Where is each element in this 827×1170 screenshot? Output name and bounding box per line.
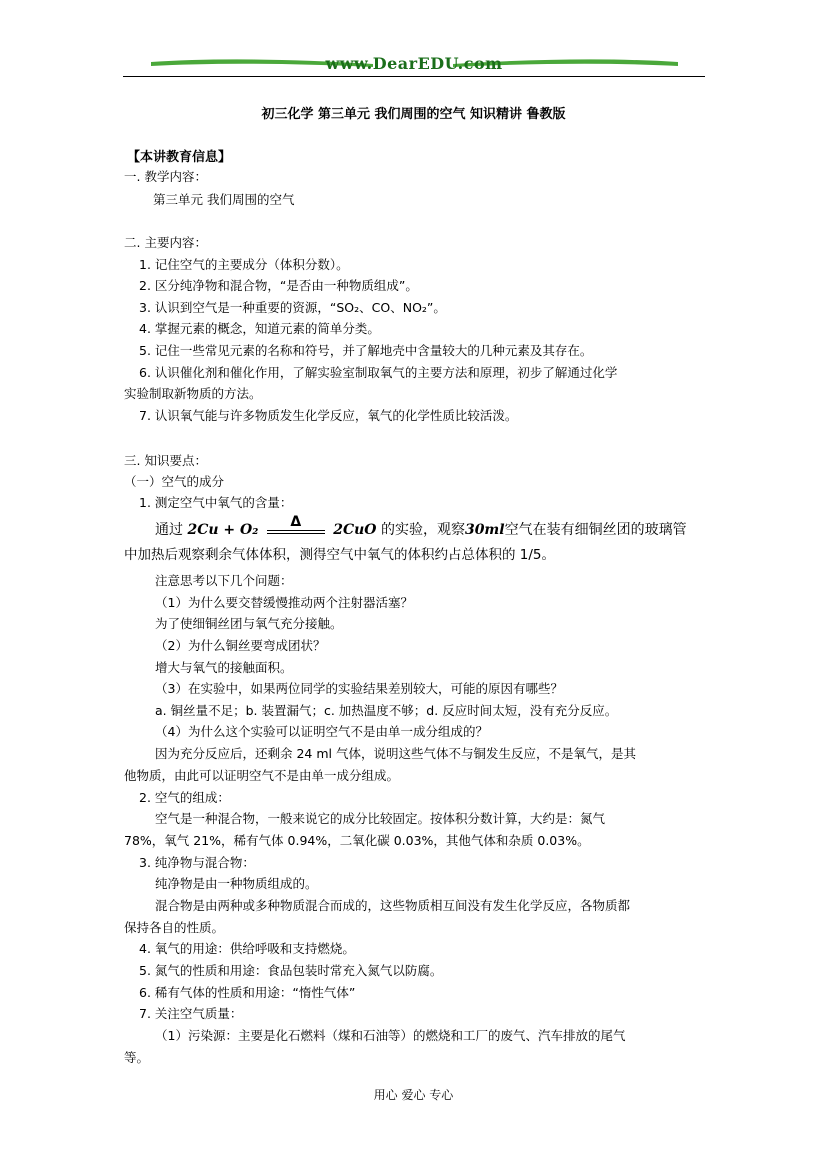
s1-heading: 一. 教学内容： xyxy=(124,169,207,184)
s3-p3-title: 3. 纯净物与混合物： xyxy=(139,855,255,870)
s3-p2-title: 2. 空气的组成： xyxy=(139,790,230,805)
eq-post: 空气在装有细铜丝团的玻璃管 xyxy=(504,522,687,538)
s3-p6: 6. 稀有气体的性质和用途：“惰性气体” xyxy=(139,985,356,1000)
site-banner xyxy=(123,52,705,78)
s3-p2-2: 78%，氧气 21%，稀有气体 0.94%，二氧化碳 0.03%，其他气体和杂质 0.03%。 xyxy=(124,833,590,848)
equation-line xyxy=(155,515,687,545)
s3-p1-line2: 中加热后观察剩余气体体积，测得空气中氧气的体积约占总体积的 1/5。 xyxy=(124,547,556,563)
s3-a1: 为了使细铜丝团与氧气充分接触。 xyxy=(155,616,343,631)
s2-item-2: 2. 区分纯净物和混合物，“是否由一种物质组成”。 xyxy=(139,278,418,293)
s2-item-6-cont: 实验制取新物质的方法。 xyxy=(124,386,262,401)
s2-item-3: 3. 认识到空气是一种重要的资源，“SO₂、CO、NO₂”。 xyxy=(139,300,446,315)
s2-heading: 二. 主要内容： xyxy=(124,235,207,250)
s3-p7-2: 等。 xyxy=(124,1050,150,1065)
s3-a4-1: 因为充分反应后，还剩余 24 ml 气体，说明这些气体不与铜发生反应，不是氧气，是其 xyxy=(155,746,636,761)
s2-item-1: 1. 记住空气的主要成分（体积分数）。 xyxy=(139,257,349,272)
eq-volume: 30ml xyxy=(464,522,505,538)
s3-p2-1: 空气是一种混合物，一般来说它的成分比较固定。按体积分数计算，大约是：氮气 xyxy=(155,811,606,826)
s2-item-6: 6. 认识催化剂和催化作用，了解实验室制取氧气的主要方法和原理，初步了解通过化学 xyxy=(139,365,618,380)
s3-p3-2: 混合物是由两种或多种物质混合而成的，这些物质相互间没有发生化学反应，各物质都 xyxy=(155,898,631,913)
s3-p4: 4. 氧气的用途：供给呼吸和支持燃烧。 xyxy=(139,941,355,956)
s3-p3-3: 保持各自的性质。 xyxy=(124,920,225,935)
s3-note: 注意思考以下几个问题： xyxy=(155,573,293,588)
page-title: 初三化学 第三单元 我们周围的空气 知识精讲 鲁教版 xyxy=(261,107,566,122)
s3-q3: （3）在实验中，如果两位同学的实验结果差别较大，可能的原因有哪些？ xyxy=(155,681,563,696)
info-heading: 【本讲教育信息】 xyxy=(127,150,232,165)
s3-p7-1: （1）污染源：主要是化石燃料（煤和石油等）的燃烧和工厂的废气、汽车排放的尾气 xyxy=(155,1028,626,1043)
s3-p5: 5. 氮气的性质和用途：食品包装时常充入氮气以防腐。 xyxy=(139,963,443,978)
eq-pre: 通过 xyxy=(155,522,183,538)
s2-item-5: 5. 记住一些常见元素的名称和符号，并了解地壳中含量较大的几种元素及其存在。 xyxy=(139,343,593,358)
header-rule xyxy=(123,76,705,77)
s3-q2: （2）为什么铜丝要弯成团状？ xyxy=(155,638,326,653)
eq-right: 2CuO xyxy=(333,522,377,538)
s3-q4: （4）为什么这个实验可以证明空气不是由单一成分组成的？ xyxy=(155,724,488,739)
s3-a2: 增大与氧气的接触面积。 xyxy=(155,660,293,675)
s3-p3-1: 纯净物是由一种物质组成的。 xyxy=(155,876,318,891)
s2-item-4: 4. 掌握元素的概念，知道元素的简单分类。 xyxy=(139,321,380,336)
s3-a3: a. 铜丝量不足；b. 装置漏气；c. 加热温度不够；d. 反应时间太短，没有充分反应。 xyxy=(155,703,618,718)
s3-q1: （1）为什么要交替缓慢推动两个注射器活塞？ xyxy=(155,595,413,610)
s3-a4-2: 他物质，由此可以证明空气不是由单一成分组成。 xyxy=(124,768,400,783)
s3-heading: 三. 知识要点： xyxy=(124,453,207,468)
s2-item-7: 7. 认识氧气能与许多物质发生化学反应，氧气的化学性质比较活泼。 xyxy=(139,408,518,423)
eq-arrow xyxy=(263,515,329,545)
eq-mid: 的实验，观察 xyxy=(380,522,465,538)
s3-p7-title: 7. 关注空气质量： xyxy=(139,1006,243,1021)
eq-left: 2Cu + O₂ xyxy=(187,522,259,538)
s3-sub1: （一）空气的成分 xyxy=(124,474,225,489)
eq-condition: Δ xyxy=(290,514,302,530)
s3-p1-title: 1. 测定空气中氧气的含量： xyxy=(139,495,293,510)
page-footer: 用心 爱心 专心 xyxy=(373,1088,454,1102)
site-url: www.DearEDU.com xyxy=(325,54,503,73)
s1-content: 第三单元 我们周围的空气 xyxy=(153,192,295,207)
